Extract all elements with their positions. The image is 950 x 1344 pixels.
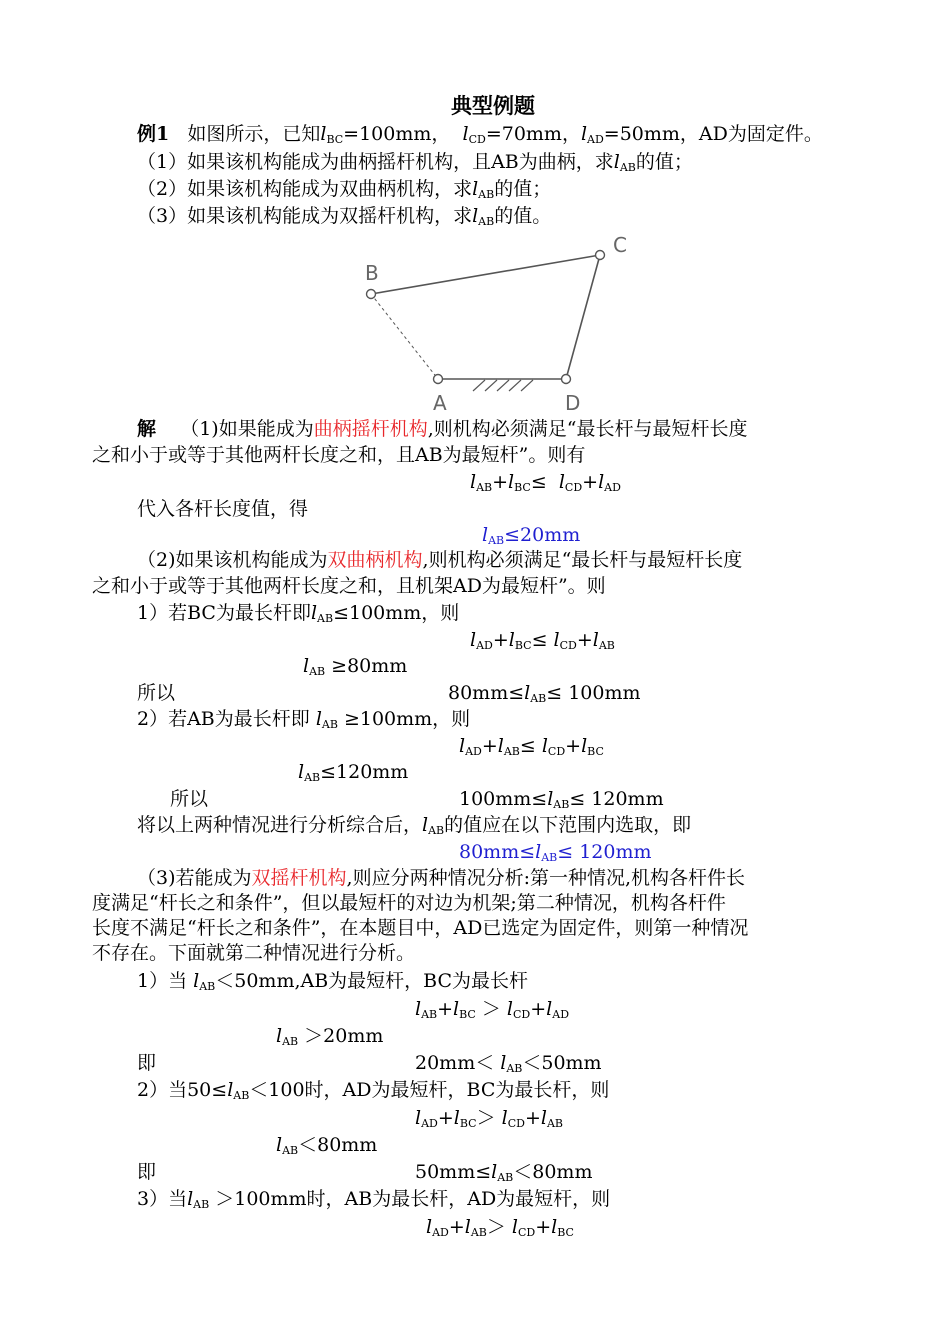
summary-range: $80mm\le l_{AB}\le 120mm$ [459,841,652,864]
question-3: （3）如果该机构能成为双摇杆机构，求$l_{AB}$的值。 [137,205,552,228]
formula-3-3: $l_{AD}+l_{AB}> l_{CD}+l_{BC}$ [426,1216,574,1239]
link-cd [566,255,600,379]
formula-3-1: $l_{AB}+l_{BC} > l_{CD}+l_{AD}$ [415,998,570,1021]
page-title: 典型例题 [451,93,535,118]
ground-hatch [473,380,533,391]
suoyi-2-2: 所以 [170,788,209,810]
case-3-1: 1）当 $l_{AB}<50mm,AB$为最短杆，BC为最长杆 [137,970,529,993]
formula-2-1: $l_{AD}+l_{BC}\le l_{CD}+l_{AB}$ [470,629,615,652]
linkage-figure [355,230,645,415]
solution-p2-line2: 之和小于或等于其他两杆长度之和，且机架AD为最短杆”。则 [92,575,606,597]
result-1: $l_{AB}\le 20mm$ [482,524,581,547]
label-a: A [433,391,447,415]
joint-b [367,290,376,299]
example-statement: 例1 如图所示，已知$l_{BC}=100mm$， $l_{CD}=70mm$，$l_{AD}=50mm$，AD为固定件。 [137,123,823,146]
solution-p3-line2: 度满足“杆长之和条件”，但以最短杆的对边为机架;第二种情况，机构各杆件 [92,892,726,914]
solution-p3-line4: 不存在。下面就第二种情况进行分析。 [92,942,416,964]
formula-1: $l_{AB}+l_{BC}\le l_{CD}+l_{AD}$ [470,471,621,494]
suoyi-2-1: 所以 [137,682,176,704]
solution-p1-line1: 解 （1)如果能成为曲柄摇杆机构,则机构必须满足“最长杆与最短杆长度 [137,418,748,440]
joint-d [562,375,571,384]
solution-p3-line1: （3)若能成为双摇杆机构,则应分两种情况分析:第一种情况,机构各杆件长 [137,867,746,889]
substitute-text: 代入各杆长度值，得 [137,498,309,520]
label-d: D [565,391,581,415]
result-2-1: $l_{AB} \ge 80mm$ [303,655,408,678]
question-1: （1）如果该机构能成为曲柄摇杆机构，且AB为曲柄，求$l_{AB}$的值； [137,151,693,174]
result-3-1: $l_{AB} >20mm$ [276,1025,384,1048]
label-c: C [613,233,627,257]
formula-3-2: $l_{AD}+l_{BC}> l_{CD}+l_{AB}$ [415,1107,563,1130]
link-ab [371,294,438,379]
case-3-2: 2）当$50\le l_{AB}<100$时，AD为最短杆，BC为最长杆，则 [137,1079,610,1102]
case-2-2: 2）若AB为最长杆即 $l_{AB} \ge 100mm$，则 [137,708,471,731]
solution-p1-line2: 之和小于或等于其他两杆长度之和，且AB为最短杆”。则有 [92,444,586,466]
joint-c [596,251,605,260]
range-3-2: $50mm\le l_{AB}<80mm$ [415,1161,593,1184]
solution-p3-line3: 长度不满足“杆长之和条件”，在本题目中，AD已选定为固定件，则第一种情况 [92,917,749,939]
solution-p2-line1: （2)如果该机构能成为双曲柄机构,则机构必须满足“最长杆与最短杆长度 [137,549,743,571]
ji-3-2: 即 [137,1161,157,1183]
ji-3-1: 即 [137,1052,157,1074]
result-3-2: $l_{AB}<80mm$ [276,1134,378,1157]
formula-2-2: $l_{AD}+l_{AB}\le l_{CD}+l_{BC}$ [459,735,604,758]
joint-a [434,375,443,384]
range-3-1: $20mm< l_{AB}<50mm$ [415,1052,602,1075]
range-2-1: $80mm\le l_{AB}\le 100mm$ [448,682,641,705]
question-2: （2）如果该机构能成为双曲柄机构，求$l_{AB}$的值； [137,178,552,201]
case-3-3: 3）当$l_{AB} >100mm$时，AB为最长杆，AD为最短杆，则 [137,1188,611,1211]
link-bc [371,255,600,294]
result-2-2: $l_{AB}\le 120mm$ [298,761,409,784]
summary-line: 将以上两种情况进行分析综合后，$l_{AB}$的值应在以下范围内选取，即 [137,814,692,837]
label-b: B [365,261,379,285]
case-2-1: 1）若BC为最长杆即$l_{AB}\le 100mm$，则 [137,602,460,625]
range-2-2: $100mm\le l_{AB}\le 120mm$ [459,788,664,811]
